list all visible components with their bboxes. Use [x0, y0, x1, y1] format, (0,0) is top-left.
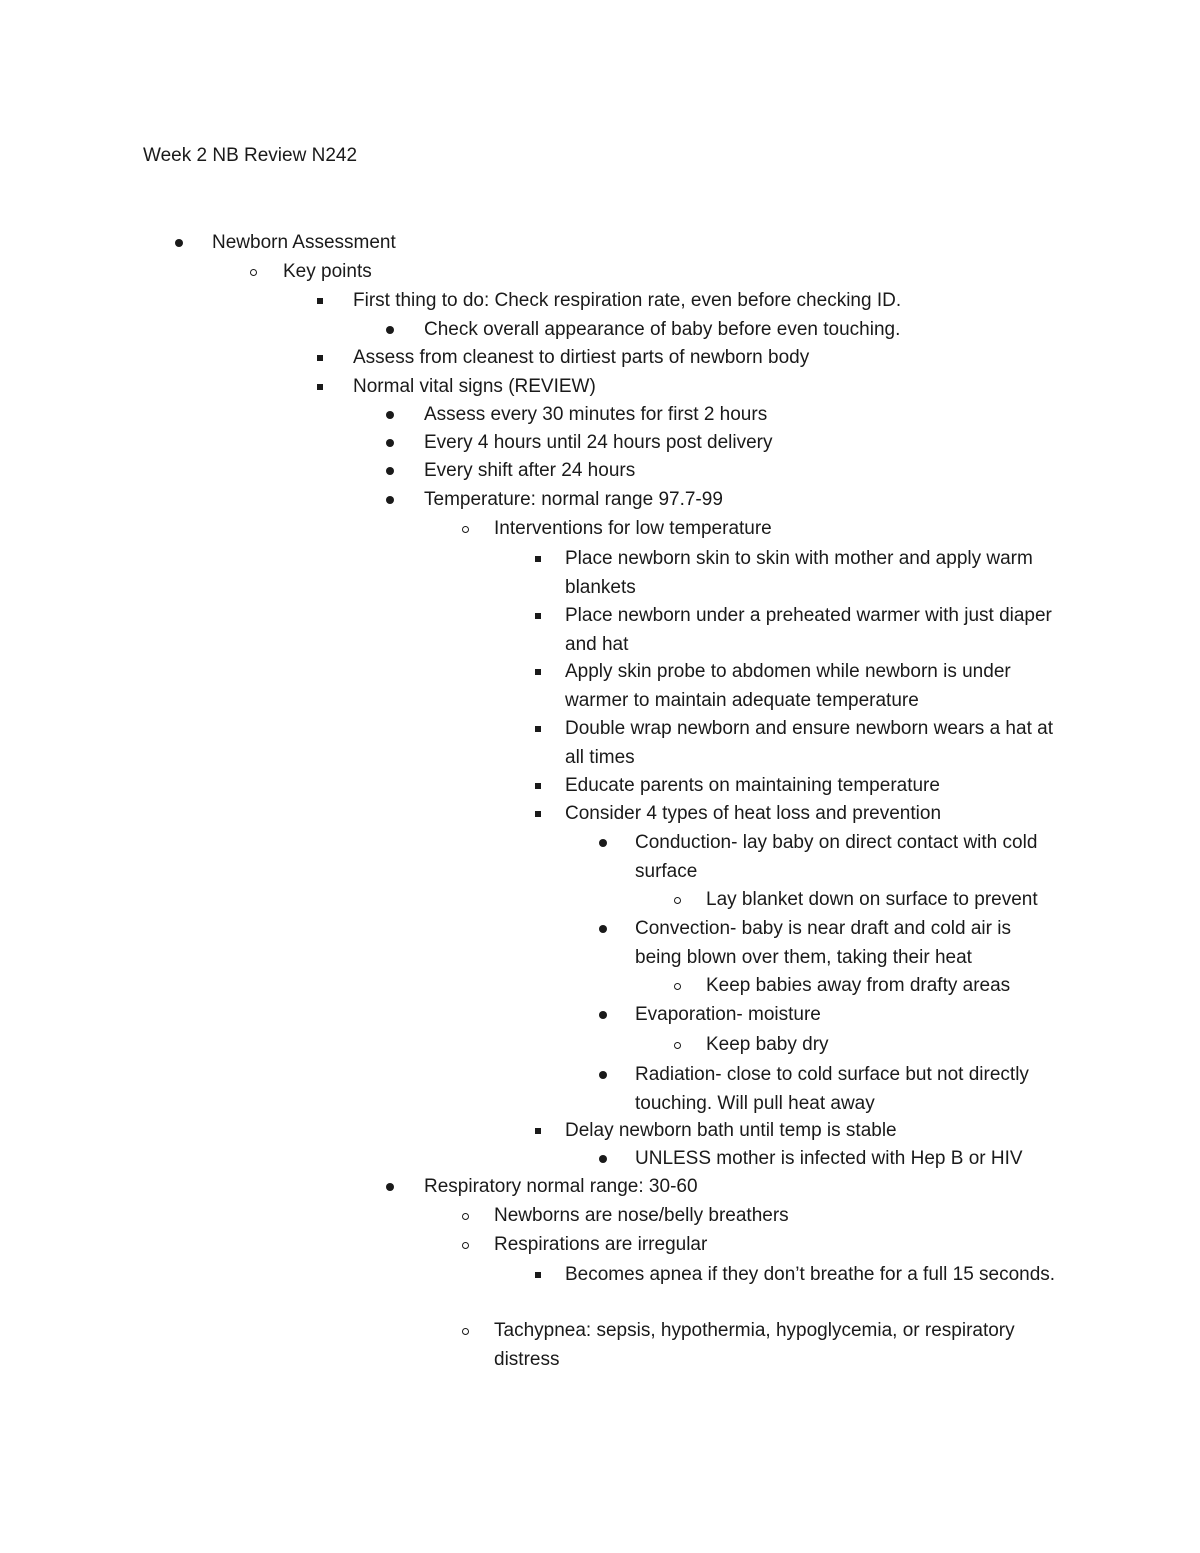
square-bullet-icon — [531, 715, 545, 744]
square-bullet-icon — [531, 658, 545, 687]
outline-item-text: Consider 4 types of heat loss and prevention — [565, 803, 942, 824]
square-bullet-icon — [531, 602, 545, 631]
disc-bullet-icon — [383, 486, 397, 515]
outline-item-text: Newborn Assessment — [212, 232, 396, 253]
circle-bullet-icon — [670, 972, 684, 1001]
circle-bullet-icon — [458, 515, 472, 544]
outline-item-text: Keep babies away from drafty areas — [706, 975, 1011, 996]
outline-item-text: Place newborn skin to skin with mother and apply warm blankets — [565, 548, 1033, 598]
outline-item-text: First thing to do: Check respiration rate, even before checking ID. — [353, 290, 902, 311]
outline-item-text: Tachypnea: sepsis, hypothermia, hypoglycemia, or respiratory distress — [494, 1320, 1015, 1370]
disc-bullet-icon — [596, 1145, 610, 1174]
outline-item-text: Place newborn under a preheated warmer with just diaper and hat — [565, 605, 1052, 655]
outline-item-text: Respirations are irregular — [494, 1234, 708, 1255]
outline-item-text: Keep baby dry — [706, 1034, 829, 1055]
circle-bullet-icon — [246, 258, 260, 287]
square-bullet-icon — [531, 800, 545, 829]
outline-item-text: Temperature: normal range 97.7-99 — [424, 489, 723, 510]
disc-bullet-icon — [596, 829, 610, 858]
outline-item-text: Lay blanket down on surface to prevent — [706, 889, 1038, 910]
outline-item-text: Conduction- lay baby on direct contact with cold surface — [635, 832, 1038, 882]
square-bullet-icon — [313, 287, 327, 316]
circle-bullet-icon — [458, 1231, 472, 1260]
square-bullet-icon — [531, 1261, 545, 1290]
disc-bullet-icon — [383, 429, 397, 458]
outline-item-text: Convection- baby is near draft and cold air is being blown over them, taking their heat — [635, 918, 1011, 968]
outline-item-text: Becomes apnea if they don’t breathe for a full 15 seconds. — [565, 1264, 1056, 1285]
disc-bullet-icon — [596, 1061, 610, 1090]
outline-item-text: Double wrap newborn and ensure newborn wears a hat at all times — [565, 718, 1053, 768]
document-title: Week 2 NB Review N242 — [143, 145, 358, 166]
disc-bullet-icon — [383, 401, 397, 430]
disc-bullet-icon — [596, 1001, 610, 1030]
outline-item-text: Key points — [283, 261, 372, 282]
outline-item-text: Normal vital signs (REVIEW) — [353, 376, 596, 397]
circle-bullet-icon — [458, 1317, 472, 1346]
outline-item-text: Interventions for low temperature — [494, 518, 772, 539]
circle-bullet-icon — [670, 886, 684, 915]
outline-item-text: Apply skin probe to abdomen while newborn is under warmer to maintain adequate temperature — [565, 661, 1011, 711]
square-bullet-icon — [313, 344, 327, 373]
square-bullet-icon — [531, 545, 545, 574]
disc-bullet-icon — [596, 915, 610, 944]
disc-bullet-icon — [383, 457, 397, 486]
outline-item-text: Educate parents on maintaining temperature — [565, 775, 940, 796]
outline-item-text: Assess every 30 minutes for first 2 hours — [424, 404, 768, 425]
disc-bullet-icon — [383, 316, 397, 345]
square-bullet-icon — [313, 373, 327, 402]
outline-item-text: Radiation- close to cold surface but not directly touching. Will pull heat away — [635, 1064, 1029, 1114]
outline-item-text: Respiratory normal range: 30-60 — [424, 1176, 698, 1197]
outline-item-text: Every 4 hours until 24 hours post delivery — [424, 432, 773, 453]
outline-item-text: Delay newborn bath until temp is stable — [565, 1120, 897, 1141]
square-bullet-icon — [531, 772, 545, 801]
outline-item-text: Every shift after 24 hours — [424, 460, 636, 481]
circle-bullet-icon — [458, 1202, 472, 1231]
outline-item-text: Evaporation- moisture — [635, 1004, 821, 1025]
outline-item-text: Check overall appearance of baby before even touching. — [424, 319, 901, 340]
outline-item-text: Newborns are nose/belly breathers — [494, 1205, 789, 1226]
outline-item-text: UNLESS mother is infected with Hep B or HIV — [635, 1148, 1023, 1169]
disc-bullet-icon — [383, 1173, 397, 1202]
square-bullet-icon — [531, 1117, 545, 1146]
circle-bullet-icon — [670, 1031, 684, 1060]
disc-bullet-icon — [172, 229, 186, 258]
outline-item-text: Assess from cleanest to dirtiest parts of newborn body — [353, 347, 810, 368]
